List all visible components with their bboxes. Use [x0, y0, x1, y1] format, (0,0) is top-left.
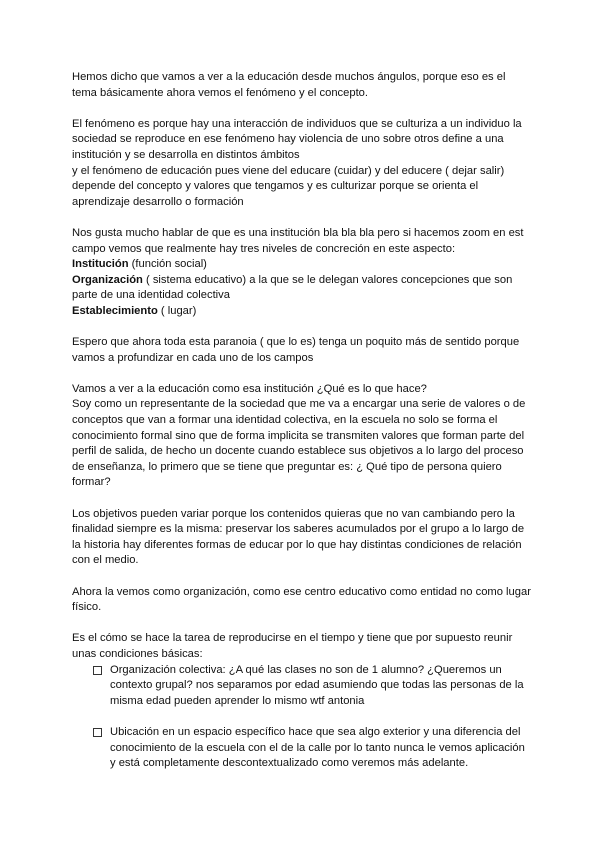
paragraph-condiciones — [72, 631, 532, 662]
term-institucion-desc: (función social) — [128, 258, 207, 271]
paragraph-institucion — [72, 382, 532, 491]
paragraph-intro — [72, 70, 532, 101]
text-line: Los objetivos pueden variar porque los contenidos quieras que no van cambiando pero la — [72, 507, 515, 520]
text-line: y está completamente descontextualizado como veremos más adelante. — [110, 757, 469, 770]
checkbox[interactable] — [93, 728, 102, 737]
text-line: perfil de salida, de hecho un docente cuando establece sus objetivos a lo largo del proceso — [72, 445, 524, 458]
level-institucion — [72, 257, 532, 273]
text-line: Es el cómo se hace la tarea de reproducirse en el tiempo y tiene que por supuesto reunir — [72, 632, 513, 645]
text-line: conocimiento formal sino que de forma implicita se transmiten valores que forman parte del — [72, 429, 525, 442]
text-line: Espero que ahora toda esta paranoia ( que lo es) tenga un poquito más de sentido porque — [72, 336, 520, 349]
text-line: conceptos que van a formar una identidad colectiva, en la escuela no solo se forma el — [72, 414, 498, 427]
text-line: Hemos dicho que vamos a ver a la educación desde muchos ángulos, porque eso es el — [72, 71, 506, 83]
document-page — [72, 70, 532, 787]
text-line: Soy como un representante de la sociedad que me va a encargar una serie de valores o de — [72, 398, 526, 411]
text-line: depende del concepto y valores que tengamos y es culturizar porque se orienta el — [72, 180, 479, 193]
text-line: la historia hay diferentes formas de educar por lo que hay distintas condiciones de relación — [72, 538, 522, 551]
level-organizacion — [72, 273, 532, 289]
paragraph-organizacion — [72, 585, 532, 616]
term-organizacion: Organización — [72, 273, 143, 286]
text-line: conocimiento de la escuela con el de la calle por lo tanto nunca le vemos aplicación — [110, 741, 525, 754]
term-organizacion-desc: ( sistema educativo) a la que se le delegan valores concepciones que son — [142, 273, 513, 286]
text-line: de enseñanza, lo primero que se tiene que preguntar es: ¿ Qué tipo de persona quiero — [72, 460, 502, 473]
text-line: Nos gusta mucho hablar de que es una institución bla bla bla pero si hacemos zoom en est — [72, 226, 524, 239]
paragraph-fenomeno — [72, 117, 532, 211]
text-line: físico. — [72, 601, 102, 614]
text-line: Ahora la vemos como organización, como ese centro educativo como entidad no como lugar — [72, 585, 531, 598]
text-line: misma edad pueden aprender lo mismo wtf antonia — [110, 694, 365, 707]
text-line: con el medio. — [72, 554, 139, 567]
text-line: El fenómeno es porque hay una interacción de individuos que se culturiza a un individuo la — [72, 117, 522, 130]
text-line: finalidad siempre es la misma: preservar los saberes acumulados por el grupo a lo largo de — [72, 523, 525, 536]
text-line: Organización colectiva: ¿A qué las clases no son de 1 alumno? ¿Queremos un — [110, 663, 502, 676]
text-line: campo vemos que realmente hay tres niveles de concreción en este aspecto: — [72, 242, 456, 255]
term-establecimiento-desc: ( lugar) — [157, 304, 197, 317]
term-establecimiento: Establecimiento — [72, 304, 158, 317]
paragraph-objetivos — [72, 507, 532, 569]
paragraph-niveles — [72, 226, 532, 320]
text-line: parte de una identidad colectiva — [72, 289, 230, 302]
text-line: sociedad se reproduce en ese fenómeno hay violencia de uno sobre otros define a una — [72, 133, 504, 146]
text-line: contexto grupal? nos separamos por edad asumiendo que todas las personas de la — [110, 679, 524, 692]
level-establecimiento — [72, 304, 532, 320]
checklist-item-organizacion-colectiva — [72, 663, 532, 710]
text-line: vamos a profundizar en cada uno de los campos — [72, 351, 314, 364]
text-line: unas condiciones básicas: — [72, 647, 203, 660]
text-line: Ubicación en un espacio específico hace que sea algo exterior y una diferencia del — [110, 725, 521, 738]
text-line: y el fenómeno de educación pues viene del educare (cuidar) y del educere ( dejar salir) — [72, 164, 505, 177]
text-line: tema básicamente ahora vemos el fenómeno y el concepto. — [72, 86, 369, 99]
term-institucion: Institución — [72, 258, 129, 271]
text-line: institución y se desarrolla en distintos ámbitos — [72, 148, 300, 161]
text-line: aprendizaje desarrollo o formación — [72, 195, 244, 208]
checkbox[interactable] — [93, 666, 102, 675]
paragraph-paranoia — [72, 335, 532, 366]
text-line: Vamos a ver a la educación como esa institución ¿Qué es lo que hace? — [72, 382, 427, 395]
checklist-item-ubicacion — [72, 725, 532, 772]
text-line: formar? — [72, 476, 111, 489]
